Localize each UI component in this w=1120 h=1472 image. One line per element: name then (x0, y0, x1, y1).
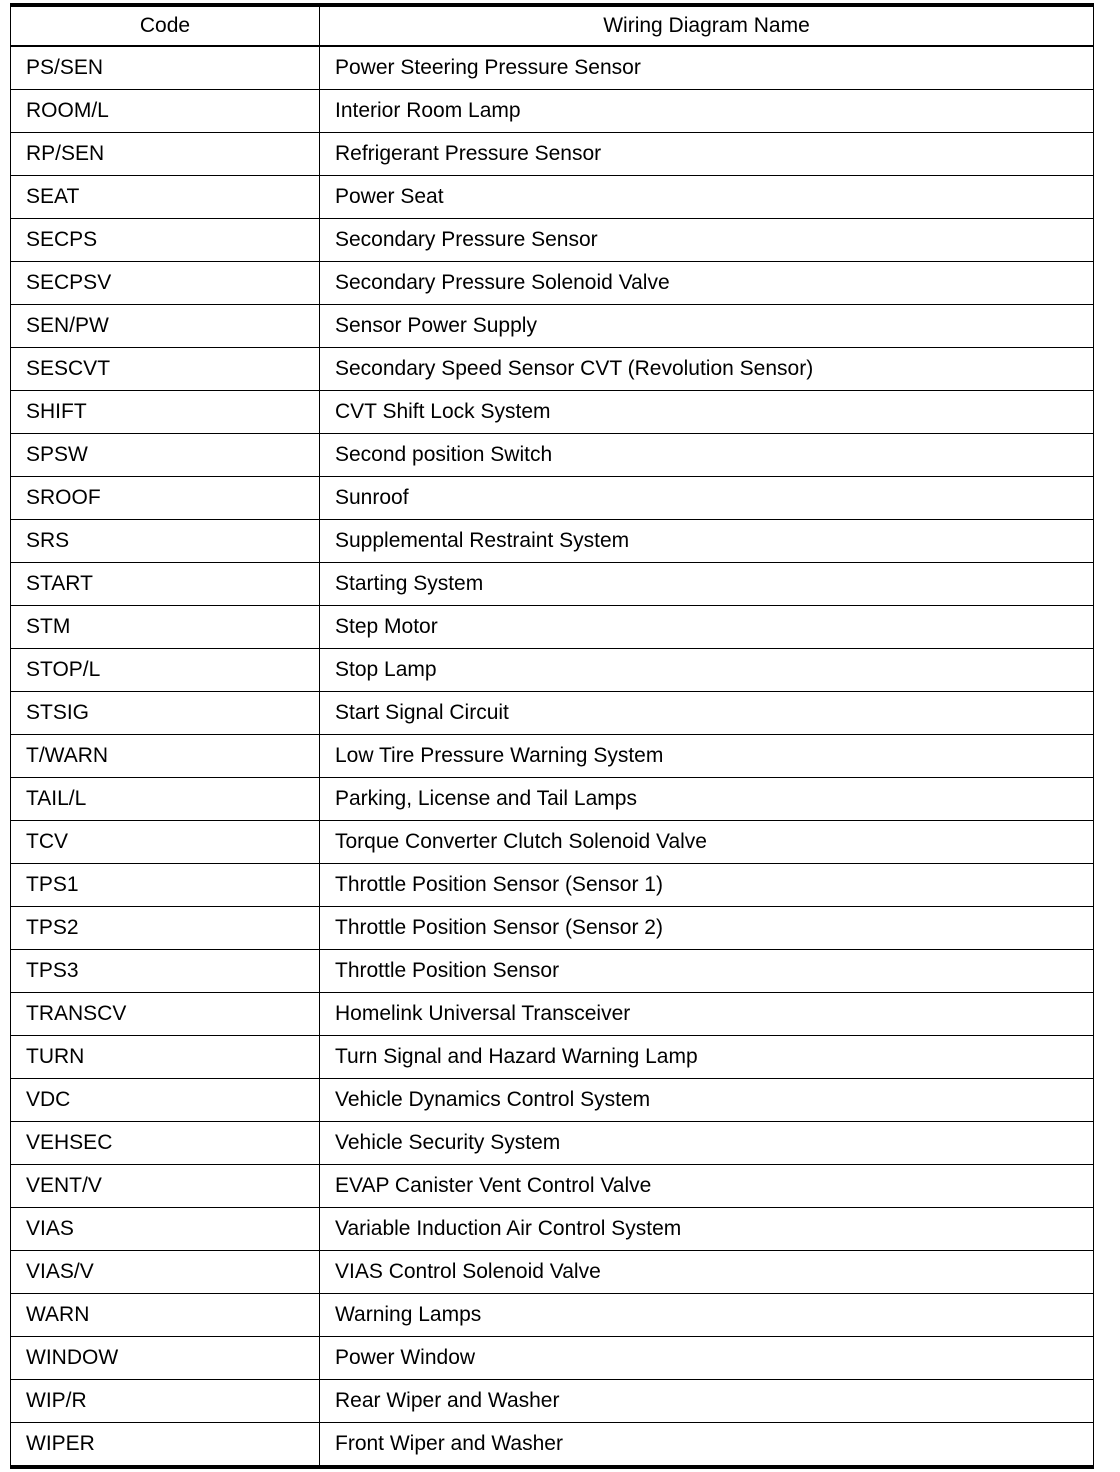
code-cell: TPS1 (11, 864, 320, 907)
code-cell: STOP/L (11, 649, 320, 692)
code-cell: T/WARN (11, 735, 320, 778)
wiring-diagram-name-cell: Vehicle Security System (320, 1122, 1094, 1165)
table-row (11, 1079, 1094, 1122)
code-cell: SECPS (11, 219, 320, 262)
table-row (11, 993, 1094, 1036)
table-row (11, 46, 1094, 90)
wiring-diagram-name-cell: Vehicle Dynamics Control System (320, 1079, 1094, 1122)
table-row (11, 778, 1094, 821)
table-row (11, 434, 1094, 477)
table-row (11, 649, 1094, 692)
wiring-diagram-name-cell: Turn Signal and Hazard Warning Lamp (320, 1036, 1094, 1079)
table-body (11, 46, 1094, 1467)
table-row (11, 391, 1094, 434)
code-cell: VDC (11, 1079, 320, 1122)
code-cell: TRANSCV (11, 993, 320, 1036)
table-row (11, 907, 1094, 950)
code-cell: VIAS/V (11, 1251, 320, 1294)
code-cell: SECPSV (11, 262, 320, 305)
table-row (11, 864, 1094, 907)
code-cell: RP/SEN (11, 133, 320, 176)
table-row (11, 133, 1094, 176)
code-cell: TAIL/L (11, 778, 320, 821)
table-row (11, 1122, 1094, 1165)
wiring-diagram-name-cell: Power Seat (320, 176, 1094, 219)
wiring-diagram-name-cell: Low Tire Pressure Warning System (320, 735, 1094, 778)
table-row (11, 821, 1094, 864)
table-row (11, 90, 1094, 133)
table-row (11, 735, 1094, 778)
wiring-diagram-name-cell: Throttle Position Sensor (Sensor 1) (320, 864, 1094, 907)
wiring-diagram-name-cell: Power Window (320, 1337, 1094, 1380)
table-row (11, 219, 1094, 262)
table-header-row (11, 5, 1094, 46)
code-cell: WINDOW (11, 1337, 320, 1380)
code-cell: SRS (11, 520, 320, 563)
wiring-diagram-name-cell: Power Steering Pressure Sensor (320, 46, 1094, 90)
table-row (11, 1337, 1094, 1380)
wiring-diagram-name-cell: Throttle Position Sensor (Sensor 2) (320, 907, 1094, 950)
wiring-diagram-name-column-header: Wiring Diagram Name (320, 5, 1094, 46)
table-row (11, 1036, 1094, 1079)
code-cell: WIPER (11, 1423, 320, 1468)
wiring-diagram-name-cell: VIAS Control Solenoid Valve (320, 1251, 1094, 1294)
wiring-diagram-name-cell: Torque Converter Clutch Solenoid Valve (320, 821, 1094, 864)
wiring-diagram-name-cell: Second position Switch (320, 434, 1094, 477)
wiring-diagram-name-cell: Parking, License and Tail Lamps (320, 778, 1094, 821)
table-row (11, 1294, 1094, 1337)
wiring-diagram-name-cell: Sunroof (320, 477, 1094, 520)
wiring-diagram-name-cell: Step Motor (320, 606, 1094, 649)
wiring-diagram-name-cell: CVT Shift Lock System (320, 391, 1094, 434)
code-cell: VIAS (11, 1208, 320, 1251)
table-row (11, 477, 1094, 520)
wiring-diagram-name-cell: Homelink Universal Transceiver (320, 993, 1094, 1036)
wiring-diagram-name-cell: Stop Lamp (320, 649, 1094, 692)
code-cell: SEAT (11, 176, 320, 219)
wiring-diagram-name-cell: Starting System (320, 563, 1094, 606)
code-cell: STSIG (11, 692, 320, 735)
wiring-diagram-name-cell: Sensor Power Supply (320, 305, 1094, 348)
table-row (11, 692, 1094, 735)
table-row (11, 606, 1094, 649)
wiring-diagram-name-cell: Secondary Pressure Solenoid Valve (320, 262, 1094, 305)
wiring-diagram-name-cell: EVAP Canister Vent Control Valve (320, 1165, 1094, 1208)
wiring-diagram-name-cell: Secondary Pressure Sensor (320, 219, 1094, 262)
table-row (11, 262, 1094, 305)
code-cell: TPS3 (11, 950, 320, 993)
wiring-diagram-table-container (10, 3, 1093, 1469)
code-cell: PS/SEN (11, 46, 320, 90)
table-row (11, 1208, 1094, 1251)
wiring-diagram-name-cell: Warning Lamps (320, 1294, 1094, 1337)
code-cell: SHIFT (11, 391, 320, 434)
table-row (11, 1165, 1094, 1208)
code-column-header: Code (11, 5, 320, 46)
code-cell: TCV (11, 821, 320, 864)
code-cell: SROOF (11, 477, 320, 520)
wiring-diagram-name-cell: Supplemental Restraint System (320, 520, 1094, 563)
wiring-diagram-name-cell: Front Wiper and Washer (320, 1423, 1094, 1468)
table-row (11, 1251, 1094, 1294)
table-row (11, 563, 1094, 606)
wiring-diagram-name-cell: Start Signal Circuit (320, 692, 1094, 735)
code-cell: WIP/R (11, 1380, 320, 1423)
code-cell: TPS2 (11, 907, 320, 950)
table-row (11, 950, 1094, 993)
code-cell: TURN (11, 1036, 320, 1079)
table-row (11, 1380, 1094, 1423)
code-cell: WARN (11, 1294, 320, 1337)
code-cell: START (11, 563, 320, 606)
code-cell: SESCVT (11, 348, 320, 391)
wiring-diagram-name-cell: Interior Room Lamp (320, 90, 1094, 133)
code-cell: SPSW (11, 434, 320, 477)
wiring-diagram-code-table (10, 3, 1094, 1469)
code-cell: SEN/PW (11, 305, 320, 348)
code-cell: STM (11, 606, 320, 649)
wiring-diagram-name-cell: Rear Wiper and Washer (320, 1380, 1094, 1423)
code-cell: VEHSEC (11, 1122, 320, 1165)
wiring-diagram-name-cell: Variable Induction Air Control System (320, 1208, 1094, 1251)
table-row (11, 176, 1094, 219)
table-row (11, 348, 1094, 391)
table-row (11, 1423, 1094, 1468)
wiring-diagram-name-cell: Throttle Position Sensor (320, 950, 1094, 993)
code-cell: ROOM/L (11, 90, 320, 133)
table-row (11, 520, 1094, 563)
wiring-diagram-name-cell: Secondary Speed Sensor CVT (Revolution Sensor) (320, 348, 1094, 391)
code-cell: VENT/V (11, 1165, 320, 1208)
wiring-diagram-name-cell: Refrigerant Pressure Sensor (320, 133, 1094, 176)
table-row (11, 305, 1094, 348)
